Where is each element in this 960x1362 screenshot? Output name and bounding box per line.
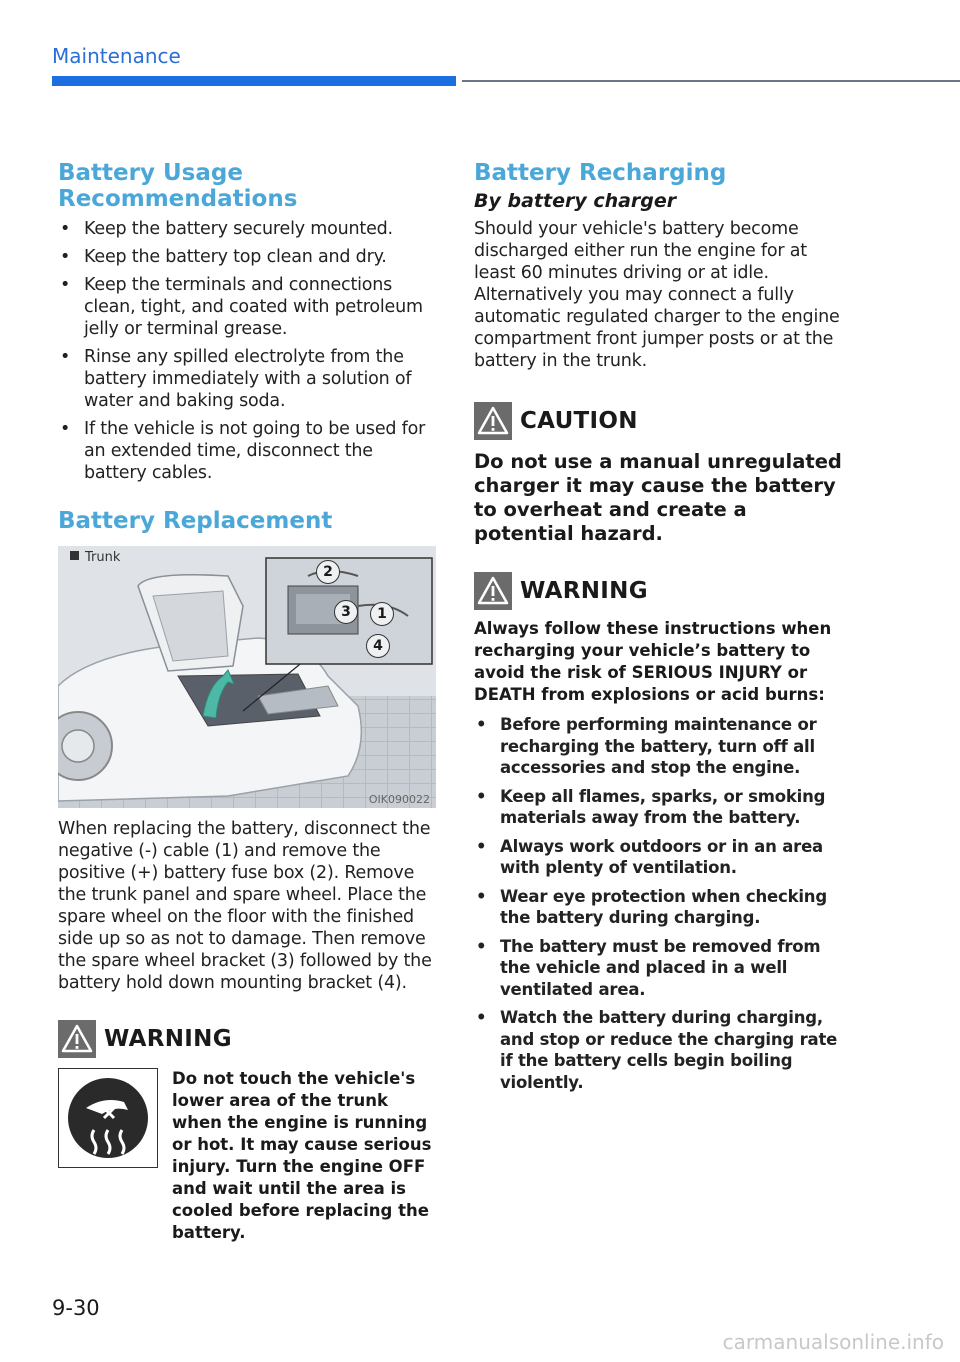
hot-surface-warning xyxy=(58,1068,436,1244)
list-item: • Rinse any spilled electrolyte from the battery immediately with a solution of water and baking soda. xyxy=(58,346,436,412)
usage-list xyxy=(58,218,436,484)
list-item: • Keep the battery top clean and dry. xyxy=(58,246,436,268)
warning-label: WARNING xyxy=(520,578,648,604)
list-item: • Keep the terminals and connections clean, tight, and coated with petroleum jelly or terminal grease. xyxy=(58,274,436,340)
warning-list xyxy=(474,714,846,1093)
list-item: • The battery must be removed from the vehicle and placed in a well ventilated area. xyxy=(474,936,846,1001)
warning-heading-left xyxy=(58,1020,436,1058)
header-bar-rule xyxy=(462,80,960,82)
callout-2: 2 xyxy=(316,560,340,584)
warning-label: WARNING xyxy=(104,1026,232,1052)
list-item: • Watch the battery during charging, and stop or reduce the charging rate if the battery cells begin boiling violently. xyxy=(474,1007,846,1093)
right-column xyxy=(474,160,846,1100)
list-item: • Before performing maintenance or recharging the battery, turn off all accessories and stop the engine. xyxy=(474,714,846,779)
replacement-title: Battery Replacement xyxy=(58,508,333,534)
list-item: • If the vehicle is not going to be used for an extended time, disconnect the battery cables. xyxy=(58,418,436,484)
list-item: • Always work outdoors or in an area with plenty of ventilation. xyxy=(474,836,846,879)
section-header: Maintenance xyxy=(52,44,181,68)
warning-icon xyxy=(474,402,512,440)
square-icon xyxy=(70,551,79,560)
watermark: carmanualsonline.info xyxy=(722,1330,944,1354)
recharging-title: Battery Recharging xyxy=(474,160,727,186)
list-item: • Keep the battery securely mounted. xyxy=(58,218,436,240)
trunk-illustration xyxy=(58,546,436,808)
replacement-body: When replacing the battery, disconnect the negative (-) cable (1) and remove the positive (+) battery fuse box (2). Remove the trunk panel and spare wheel. Place the spare wheel on the floor with the finished side up so as not to damage. Then remove the spare wheel bracket (3) followed by the battery hold down mounting bracket (4). xyxy=(58,819,432,993)
figure-caption: Trunk xyxy=(70,550,120,565)
list-item: • Keep all flames, sparks, or smoking materials away from the battery. xyxy=(474,786,846,829)
callout-3: 3 xyxy=(334,600,358,624)
caution-text: Do not use a manual unregulated charger it may cause the battery to overheat and create a potential hazard. xyxy=(474,450,842,545)
caution-heading xyxy=(474,402,846,440)
header-bar-accent xyxy=(52,76,456,86)
recharging-subtitle: By battery charger xyxy=(474,190,677,212)
warning-icon xyxy=(58,1020,96,1058)
page-number: 9-30 xyxy=(52,1296,100,1320)
warning-intro: Always follow these instructions when recharging your vehicle’s battery to avoid the risk of SERIOUS INJURY or DEATH from explosions or acid burns: xyxy=(474,619,832,704)
recharging-body: Should your vehicle's battery become discharged either run the engine for at least 60 minutes driving or at idle. Alternatively you may connect a fully automatic regulated charger to the engine compartment front jumper posts or at the battery in the trunk. xyxy=(474,219,840,371)
warning-heading-right xyxy=(474,572,846,610)
left-column xyxy=(58,160,436,1244)
figure-code: OIK090022 xyxy=(368,793,430,806)
callout-1: 1 xyxy=(370,602,394,626)
usage-title: Battery Usage Recommendations xyxy=(58,160,298,212)
callout-4: 4 xyxy=(366,634,390,658)
warning-icon xyxy=(474,572,512,610)
caution-label: CAUTION xyxy=(520,408,638,434)
hot-surface-icon xyxy=(58,1068,158,1168)
warning-text-left: Do not touch the vehicle's lower area of the trunk when the engine is running or hot. It may cause serious injury. Turn the engine OFF and wait until the area is cooled before replacing the battery. xyxy=(172,1069,432,1242)
trunk-figure xyxy=(58,546,436,808)
list-item: • Wear eye protection when checking the battery during charging. xyxy=(474,886,846,929)
